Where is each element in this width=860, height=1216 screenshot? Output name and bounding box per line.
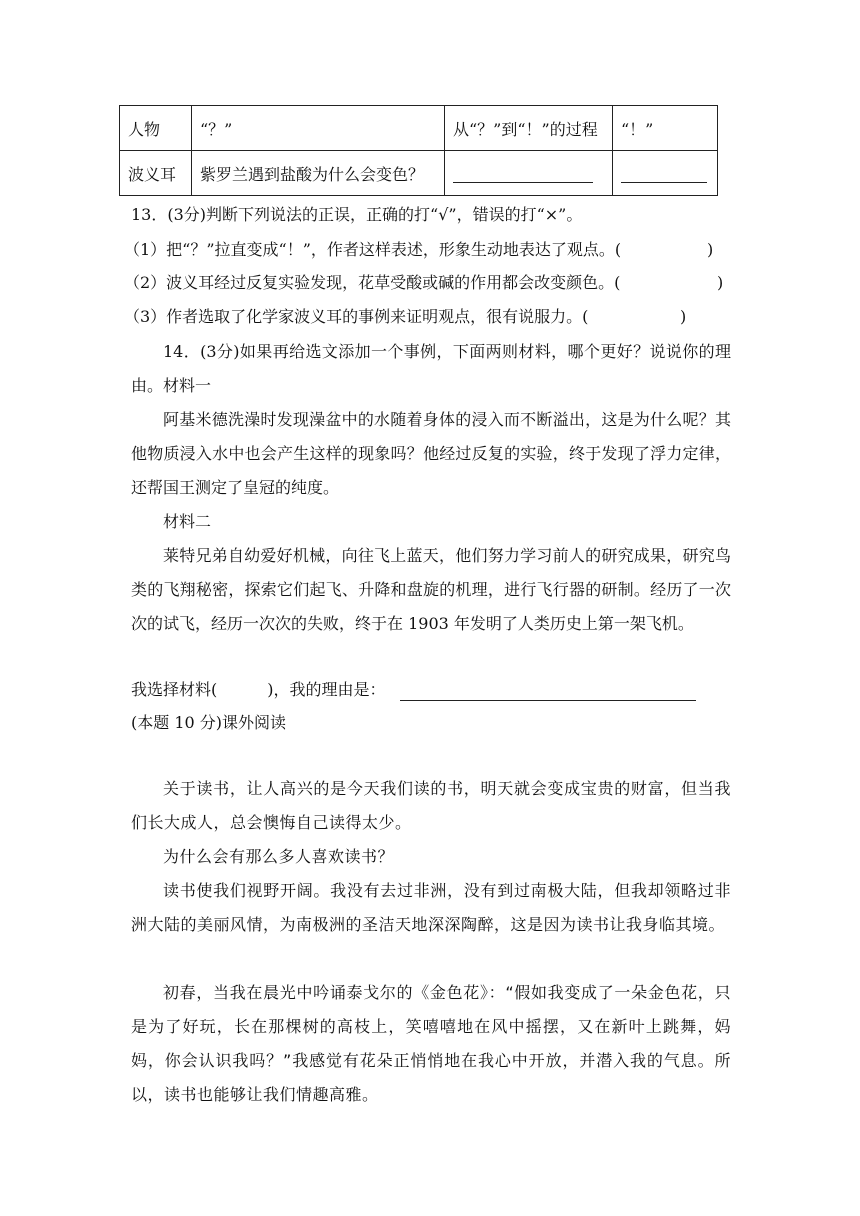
table-cell: 人物 (120, 106, 192, 151)
table-cell-blank[interactable] (613, 151, 718, 196)
table-row (120, 151, 718, 196)
q14-answer-line (131, 679, 696, 701)
answer-middle: )，我的理由是： (267, 680, 386, 699)
q13-item-2 (124, 272, 620, 294)
q13-item-1-answer[interactable]: ) (707, 240, 714, 259)
table-cell: “？” (192, 106, 445, 151)
q13-item-text: （2）波义耳经过反复实验发现，花草受酸或碱的作用都会改变颜色。( (124, 273, 621, 292)
section-heading: (本题 10 分)课外阅读 (131, 713, 287, 732)
reading-paragraph-3: 读书使我们视野开阔。我没有去过非洲，没有到过南极大陆，但我却领略过非洲大陆的美丽风情，为南极洲的圣洁天地深深陶醉，这是因为读书让我身临其境。 (131, 881, 731, 934)
reading-paragraph-1: 关于读书，让人高兴的是今天我们读的书，明天就会变成宝贵的财富，但当我们长大成人，总会懊悔自己读得太少。 (131, 779, 731, 832)
q13-item-3-answer[interactable]: ) (680, 307, 687, 326)
q14-material-1: 阿基米德洗澡时发现澡盆中的水随着身体的浸入而不断溢出，这是为什么呢？其他物质浸入水中也会产生这样的现象吗？他经过反复的实验，终于发现了浮力定律，还帮国王测定了皇冠的纯度。 (131, 410, 731, 497)
q13-title: 13．(3分)判断下列说法的正误，正确的打“√”，错误的打“×”。 (131, 205, 583, 224)
q14-material-2: 莱特兄弟自幼爱好机械，向往飞上蓝天，他们努力学习前人的研究成果，研究鸟类的飞翔秘密，探索它们起飞、升降和盘旋的机理，进行飞行器的研制。经历了一次次的试飞，经历一次次的失败，终于在 1903 年发明了人类历史上第一架飞机。 (131, 546, 731, 633)
comparison-table (119, 105, 718, 196)
table-header-row (120, 106, 718, 151)
q13-item-3 (124, 306, 588, 328)
reading-paragraph-2: 为什么会有那么多人喜欢读书？ (163, 847, 395, 866)
table-cell: 紫罗兰遇到盐酸为什么会变色？ (192, 151, 445, 196)
q13-item-text: （1）把“？”拉直变成“！”，作者这样表述，形象生动地表达了观点。( (124, 240, 622, 259)
q13-item-2-answer[interactable]: ) (717, 273, 724, 292)
table-cell-blank[interactable] (445, 151, 613, 196)
q13-item-1 (124, 239, 621, 261)
q14-title: 14．(3分)如果再给选文添加一个事例，下面两则材料，哪个更好？说说你的理由。材料一 (131, 342, 731, 395)
reading-paragraph-4: 初春，当我在晨光中吟诵泰戈尔的《金色花》：“假如我变成了一朵金色花，只是为了好玩，长在那棵树的高枝上，笑嘻嘻地在风中摇摆，又在新叶上跳舞，妈妈，你会认识我吗？”我感觉有花朵正悄悄地在我心中开放，并潜入我的气息。所以，读书也能够让我们情趣高雅。 (131, 983, 731, 1104)
answer-prefix: 我选择材料( (131, 680, 218, 699)
q14-material-2-label: 材料二 (163, 512, 212, 531)
table-cell: “！” (613, 106, 718, 151)
table-cell: 波义耳 (120, 151, 192, 196)
table-cell: 从“？”到“！”的过程 (445, 106, 613, 151)
fill-blank-line[interactable] (621, 181, 707, 183)
q13-item-text: （3）作者选取了化学家波义耳的事例来证明观点，很有说服力。( (124, 307, 589, 326)
fill-blank-line[interactable] (453, 181, 593, 183)
reason-answer-blank[interactable] (400, 684, 696, 701)
